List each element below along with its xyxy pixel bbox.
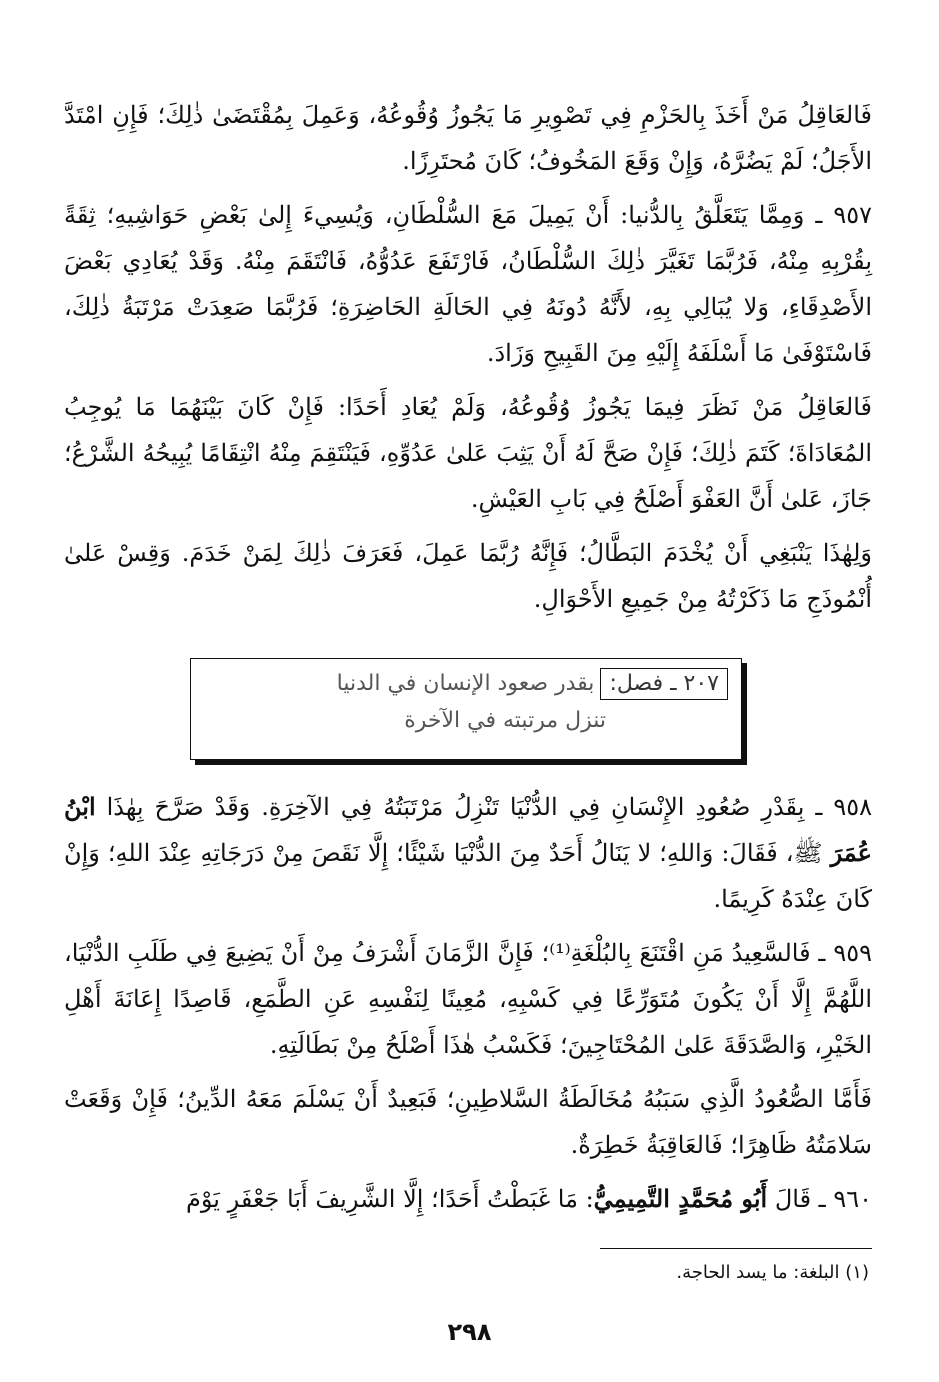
page-number: ٢٩٨ [447,1318,492,1346]
person-name: أَبُو مُحَمَّدٍ التَّمِيمِيُّ [593,1184,768,1213]
paragraph: فَأَمَّا الصُّعُودُ الَّذِي سَبَبُهُ مُخَالَطَةُ السَّلاطِينِ؛ فَبَعِيدٌ أَنْ يَسْلَمَ مَعَهُ الدِّينُ؛ فَإِنْ وَقَعَتْ سَلامَتُهُ ظَاهِرًا؛ فَالعَاقِبَةُ خَطِرَةٌ. [64,1085,872,1159]
page-body [64,92,872,1230]
paragraph: ٩٥٧ ـ وَمِمَّا يَتَعَلَّقُ بِالدُّنيا: أَنْ يَمِيلَ مَعَ السُّلْطَانِ، وَيُسِيءَ إِلىٰ بَعْضِ حَوَاشِيهِ؛ ثِقَةً بِقُرْبِهِ مِنْهُ، فَرُبَّمَا تَغَيَّرَ ذٰلِكَ السُّلْطَانُ، فَارْتَفَعَ عَدُوُّهُ، فَانْتَقَمَ مِنْهُ. وَقَدْ يُعَادِي بَعْضَ الأَصْدِقَاءِ، وَلا يُبَالِي بِهِ، لأَنَّهُ دُونَهُ فِي الحَالَةِ الحَاضِرَةِ؛ فَرُبَّمَا صَعِدَتْ مَرْتَبَةُ ذٰلِكَ، فَاسْتَوْفَىٰ مَا أَسْلَفَهُ إِلَيْهِ مِنَ القَبِيحِ وَزَادَ. [64,201,872,367]
paragraph: فَالعَاقِلُ مَنْ نَظَرَ فِيمَا يَجُوزُ وُقُوعُهُ، وَلَمْ يُعَادِ أَحَدًا: فَإِنْ كَانَ بَيْنَهُمَا مَا يُوجِبُ المُعَادَاةَ؛ كَتَمَ ذٰلِكَ؛ فَإِنْ صَحَّ لَهُ أَنْ يَثِبَ عَلىٰ عَدُوِّهِ، فَيَنْتَقِمَ مِنْهُ انْتِقَامًا يُبِيحُهُ الشَّرْعُ؛ جَازَ، عَلىٰ أَنَّ العَفْوَ أَصْلَحُ فِي بَابِ العَيْشِ. [64,393,872,513]
paragraph-958: ٩٥٨ ـ بِقَدْرِ صُعُودِ الإِنْسَانِ فِي الدُّنْيَا تَنْزِلُ مَرْتَبَتُهُ فِي الآخِرَةِ. وَقَدْ صَرَّحَ بِهٰذَا ابْنُ عُمَرَ ﷺ، فَقَالَ: وَاللهِ؛ لا يَنَالُ أَحَدٌ مِنَ الدُّنْيَا شَيْئًا؛ إِلَّا نَقَصَ مِنْ دَرَجَاتِهِ عِنْدَ اللهِ؛ وَإِنْ كَانَ عِنْدَهُ كَرِيمًا. [64,792,872,913]
section-heading-line-2: تنزل مرتبته في الآخرة [404,708,606,733]
person-name: ابْنُ عُمَرَ [64,792,872,867]
section-heading-line-1 [337,668,728,700]
paragraph-960: ٩٦٠ ـ قَالَ أَبُو مُحَمَّدٍ التَّمِيمِيُّ: مَا غَبَطْتُ أَحَدًا؛ إِلَّا الشَّرِيفَ أَبَا جَعْفَرٍ يَوْمَ [186,1184,872,1213]
section-heading-box [190,658,746,764]
section-title-1: بقدر صعود الإنسان في الدنيا [336,671,595,696]
paragraph: فَالعَاقِلُ مَنْ أَخَذَ بِالحَزْمِ فِي تَصْوِيرِ مَا يَجُوزُ وُقُوعُهُ، وَعَمِلَ بِمُقْتَضَىٰ ذٰلِكَ؛ فَإِنِ امْتَدَّ الأَجَلُ؛ لَمْ يَضُرَّهُ، وَإِنْ وَقَعَ المَخُوفُ؛ كَانَ مُحتَرِزًا. [64,101,872,175]
section-label: ٢٠٧ ـ فصل: [600,668,728,700]
paragraph-959: ٩٥٩ ـ فَالسَّعِيدُ مَنِ اقْتَنَعَ بِالبُلْغَةِ⁽¹⁾؛ فَإِنَّ الزَّمَانَ أَشْرَفُ مِنْ أَنْ يَضِيعَ فِي طَلَبِ الدُّنْيَا، اللَّهُمَّ إِلَّا أَنْ يَكُونَ مُتَوَرِّعًا فِي كَسْبِهِ، مُعِينًا لِنَفْسِهِ عَنِ الطَّمَعِ، قَاصِدًا إِعَانَةَ أَهْلِ الخَيْرِ، وَالصَّدَقَةَ عَلىٰ المُحْتَاجِينَ؛ فَكَسْبُ هٰذَا أَصْلَحُ مِنْ بَطَالَتِهِ. [64,939,872,1059]
paragraph: وَلِهٰذَا يَنْبَغِي أَنْ يُخْدَمَ البَطَّالُ؛ فَإِنَّهُ رُبَّمَا عَمِلَ، فَعَرَفَ ذٰلِكَ لِمَنْ خَدَمَ. وَقِسْ عَلىٰ أُنْمُوذَجِ مَا ذَكَرْتُهُ مِنْ جَمِيعِ الأَحْوَالِ. [64,539,872,613]
footnote: (١) البلغة: ما يسد الحاجة. [676,1262,869,1283]
footnote-divider [600,1248,872,1249]
